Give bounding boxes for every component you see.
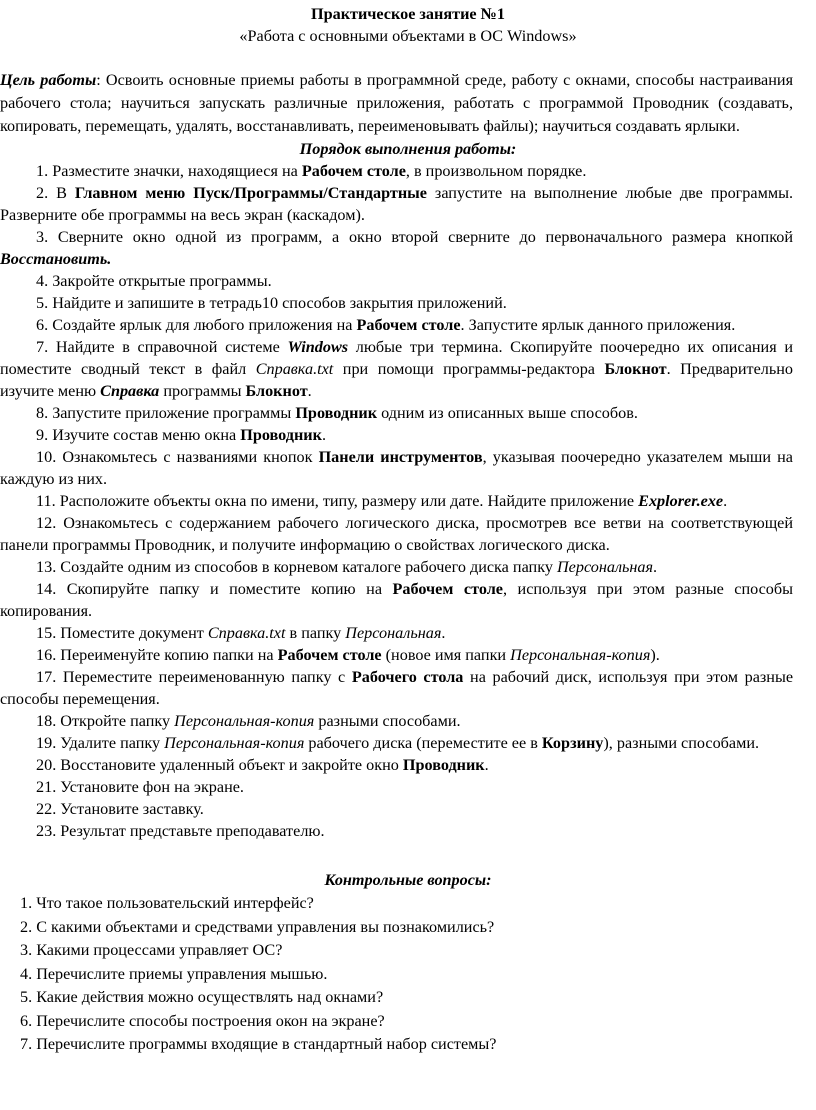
step-text-segment: Разместите значки, находящиеся на (52, 162, 302, 180)
step-number: 19. (36, 734, 57, 752)
procedure-step (0, 666, 816, 710)
step-number: 7. (36, 338, 49, 356)
procedure-step (0, 292, 816, 314)
step-text-segment: Блокнот (604, 360, 667, 378)
step-text-segment: Explorer.exe (638, 492, 724, 510)
step-text-segment: Рабочем столе (277, 646, 382, 664)
step-text-segment: на рабочий диск, используя при этом разные способы перемещения. (0, 668, 794, 708)
step-text-segment: , указывая поочередно указателем мыши на каждую из них. (0, 448, 793, 488)
procedure-step (0, 820, 816, 842)
step-number: 14. (36, 580, 57, 598)
step-text-segment: Проводник (402, 756, 485, 774)
step-text-segment: Справка (100, 382, 160, 400)
step-text-segment: Рабочего стола (351, 668, 464, 686)
goal-label: Цель работы (0, 71, 97, 89)
step-number: 6. (36, 316, 49, 334)
step-number: 22. (36, 800, 57, 818)
step-text-segment: Персональная (345, 624, 442, 642)
step-text-segment: ). (650, 646, 660, 664)
step-text-segment: Найдите в справочной системе (55, 338, 288, 356)
step-number: 18. (36, 712, 57, 730)
procedure-step (0, 710, 816, 732)
step-text-segment: Главном меню Пуск/Программы/Стандартные (74, 184, 427, 202)
step-text-segment: Поместите документ (60, 624, 208, 642)
step-text-segment: . (441, 624, 446, 642)
step-number: 8. (36, 404, 49, 422)
goal-paragraph (0, 69, 793, 138)
step-text-segment: Создайте ярлык для любого приложения на (52, 316, 357, 334)
step-number: 13. (36, 558, 57, 576)
step-text-segment: одним из описанных выше способов. (377, 404, 638, 422)
question-item: 4. Перечислите приемы управления мышью. (20, 964, 328, 983)
step-text-segment: разными способами. (314, 712, 461, 730)
procedure-step (0, 226, 816, 270)
step-text-segment: при помощи программы-редактора (333, 360, 605, 378)
question-item: 3. Какими процессами управляет ОС? (20, 941, 283, 959)
question-item: 1. Что такое пользовательский интерфейс? (20, 894, 314, 912)
step-text-segment: Сверните окно одной из программ, а окно второй сверните до первоначального размера кнопкой (57, 228, 794, 246)
step-text-segment: Изучите состав меню окна (52, 426, 241, 444)
step-text-segment: Откройте папку (60, 712, 175, 730)
step-text-segment: . (307, 382, 312, 400)
step-text-segment: Проводник (295, 404, 378, 422)
procedure-step (0, 732, 816, 754)
step-text-segment: . (653, 558, 658, 576)
step-text-segment: Блокнот (245, 382, 308, 400)
step-text-segment: Проводник (240, 426, 322, 444)
goal-text: : Освоить основные приемы работы в программной среде, работу с окнами, способы настраивания рабочего стола; научиться запускать различные приложения, работать с программой Проводник (создавать, копировать, перемещать, удалять, восстанавливать, переименовывать файлы); научиться создавать ярлыки. (0, 71, 794, 135)
step-text-segment: Windows (287, 338, 349, 356)
step-number: 2. (36, 184, 49, 202)
step-text-segment: . Запустите ярлык данного приложения. (460, 316, 736, 334)
step-text-segment: программы (159, 382, 246, 400)
step-text-segment: , используя при этом разные способы копирования. (0, 580, 794, 620)
step-text-segment: . (723, 492, 728, 510)
questions-list (0, 892, 816, 1057)
document-title: Практическое занятие №1 (311, 5, 505, 23)
spacer (0, 47, 816, 69)
step-text-segment: Персональная-копия (164, 734, 305, 752)
step-text-segment: Рабочем столе (356, 316, 461, 334)
procedure-step (0, 754, 816, 776)
step-text-segment: Переименуйте копию папки на (60, 646, 278, 664)
step-text-segment: ), разными способами. (603, 734, 760, 752)
step-text-segment: Удалите папку (60, 734, 165, 752)
procedure-step (0, 622, 816, 644)
step-number: 20. (36, 756, 57, 774)
document-header (0, 0, 816, 47)
step-number: 17. (36, 668, 57, 686)
step-text-segment: Создайте одним из способов в корневом каталоге рабочего диска папку (60, 558, 557, 576)
step-text-segment: , в произвольном порядке. (405, 162, 587, 180)
procedure-step (0, 160, 816, 182)
procedure-step (0, 402, 816, 424)
step-number: 15. (36, 624, 57, 642)
procedure-step (0, 314, 816, 336)
step-text-segment: Рабочем столе (301, 162, 406, 180)
step-text-segment: . (321, 426, 326, 444)
step-text-segment: Переместите переименованную папку с (62, 668, 352, 686)
step-number: 21. (36, 778, 57, 796)
question-item: 5. Какие действия можно осуществлять над окнами? (20, 988, 384, 1006)
step-text-segment: . (484, 756, 489, 774)
step-text-segment: Персональная-копия (510, 646, 651, 664)
step-text-segment: Ознакомьтесь с названиями кнопок (62, 448, 319, 466)
spacer (0, 842, 816, 862)
step-number: 5. (36, 294, 49, 312)
question-item: 6. Перечислите способы построения окон на экране? (20, 1011, 385, 1030)
step-number: 16. (36, 646, 57, 664)
procedure-step (0, 336, 816, 402)
step-number: 9. (36, 426, 49, 444)
procedure-step (0, 776, 816, 798)
step-number: 23. (36, 822, 57, 840)
question-item: 2. С какими объектами и средствами управления вы познакомились? (20, 917, 495, 936)
step-number: 11. (36, 492, 56, 510)
step-text-segment: запустите на выполнение любые две программы. Разверните обе программы на весь экран (каскадом). (0, 184, 793, 224)
step-number: 10. (36, 448, 57, 466)
step-text-segment: Результат представьте преподавателю. (60, 822, 325, 840)
procedure-step (0, 446, 816, 490)
questions-heading: Контрольные вопросы: (324, 871, 492, 889)
step-text-segment: Ознакомьтесь с содержанием рабочего логического диска, просмотрев все ветви на соответствующей панели программы Проводник, и получите информацию о свойствах логического диска. (0, 514, 794, 554)
procedure-step (0, 556, 816, 578)
procedure-step (0, 578, 816, 622)
procedure-heading: Порядок выполнения работы: (299, 140, 517, 158)
step-number: 12. (36, 514, 57, 532)
step-text-segment: Рабочем столе (392, 580, 503, 598)
procedure-step (0, 798, 816, 820)
procedure-step (0, 182, 816, 226)
procedure-step (0, 512, 816, 556)
procedure-step (0, 490, 816, 512)
step-number: 3. (36, 228, 49, 246)
step-text-segment: Расположите объекты окна по имени, типу, размеру или дате. Найдите приложение (59, 492, 639, 510)
step-text-segment: (новое имя папки (381, 646, 511, 664)
document-subtitle: «Работа с основными объектами в ОС Windows» (239, 27, 577, 45)
step-text-segment: Установите заставку. (60, 800, 204, 818)
step-text-segment: рабочего диска (переместите ее в (304, 734, 542, 752)
step-text-segment: Найдите и запишите в тетрадь10 способов закрытия приложений. (52, 294, 507, 312)
step-text-segment: Персональная (556, 558, 654, 576)
step-number: 4. (36, 272, 49, 290)
step-text-segment: В (56, 184, 75, 202)
question-item: 7. Перечислите программы входящие в стандартный набор системы? (20, 1035, 497, 1053)
step-text-segment: Панели инструментов (318, 448, 483, 466)
step-text-segment: Запустите приложение программы (52, 404, 296, 422)
step-text-segment: Закройте открытые программы. (52, 272, 272, 290)
step-text-segment: Скопируйте папку и поместите копию на (66, 580, 393, 598)
step-text-segment: Справка.txt (255, 360, 334, 378)
step-text-segment: Персональная-копия (174, 712, 315, 730)
procedure-step (0, 270, 816, 292)
procedure-step (0, 424, 816, 446)
step-text-segment: в папку (285, 624, 346, 642)
procedure-steps-list (0, 160, 816, 842)
step-text-segment: Восстановите удаленный объект и закройте окно (60, 756, 403, 774)
step-number: 1. (36, 162, 49, 180)
step-text-segment: Справка.txt (207, 624, 286, 642)
procedure-step (0, 644, 816, 666)
step-text-segment: любые три термина. Скопируйте поочередно их описания и поместите сводный текст в файл (0, 338, 794, 378)
step-text-segment: Корзину (541, 734, 604, 752)
step-text-segment: Установите фон на экране. (60, 778, 244, 796)
step-text-segment: . Предварительно изучите меню (0, 360, 793, 400)
step-text-segment: Восстановить. (0, 250, 112, 268)
